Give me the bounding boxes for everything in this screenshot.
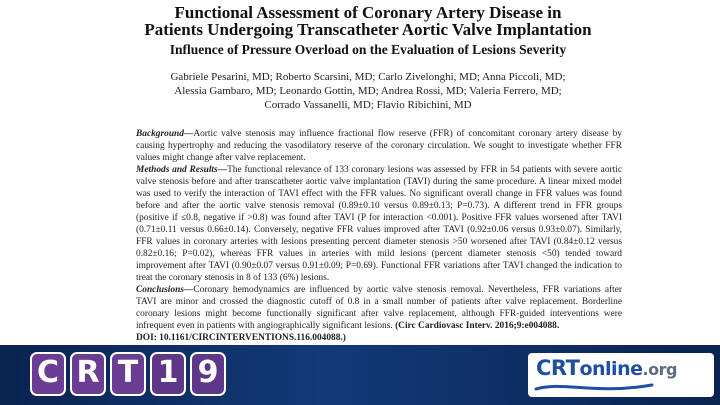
paper-subtitle: Influence of Pressure Overload on the Evaluation of Lesions Severity: [169, 42, 567, 57]
abstract: [136, 128, 622, 344]
author-line: Corrado Vassanelli, MD; Flavio Ribichini, MD: [264, 99, 472, 111]
author-list: [108, 70, 628, 112]
citation: (Circ Cardiovasc Interv. 2016;9:e004088.: [395, 321, 560, 331]
crt-logo-letter: R: [70, 352, 106, 396]
doi: DOI: 10.1161/CIRCINTERVENTIONS.116.004088.): [136, 333, 346, 343]
crtonline-suffix: online: [579, 358, 643, 380]
crtonline-brand: CRT: [536, 356, 580, 380]
crtonline-tld: .org: [642, 360, 677, 379]
author-line: Alessia Gambaro, MD; Leonardo Gottin, MD; Andrea Rossi, MD; Valeria Ferrero, MD;: [174, 85, 562, 97]
abstract-conclusions: [136, 284, 622, 344]
paper-title-line-1: Functional Assessment of Coronary Artery Disease in: [174, 3, 562, 22]
crt-logo-letter: C: [30, 352, 66, 396]
crtonline-logo: [528, 353, 714, 397]
author-line: Gabriele Pesarini, MD; Roberto Scarsini, MD; Carlo Zivelonghi, MD; Anna Piccoli, MD;: [170, 71, 566, 83]
crtonline-wordmark: [536, 356, 677, 380]
abstract-methods: [136, 164, 622, 284]
background-heading: Background—: [136, 129, 194, 139]
background-text: Aortic valve stenosis may influence fractional flow reserve (FFR) of concomitant coronary artery disease by causing hypertrophy and reducing the vasodilatory reserve of the coronary circulation. We sought to investigate whether FFR values might change after valve replacement.: [136, 129, 622, 163]
paper-title-line-2: Patients Undergoing Transcatheter Aortic Valve Implantation: [144, 20, 592, 39]
conclusions-text: Coronary hemodynamics are influenced by aortic valve stenosis removal. Nevertheless, FFR variations after TAVI are minor and crossed the diagnostic cutoff of 0.8 in a small number of patients after valve replacement. Borderline coronary lesions might become functionally significant after valve replacement, although FFR-guided interventions were infrequent even in patients with angiographically significant lesions.: [136, 285, 622, 331]
crt-logo-letter: T: [110, 352, 146, 396]
wave-swoosh-icon: [534, 381, 654, 393]
crt-logo-digit: 1: [150, 352, 186, 396]
crt19-logo: [30, 352, 226, 398]
crt-logo-digit: 9: [190, 352, 226, 396]
methods-text: The functional relevance of 133 coronary lesions was assessed by FFR in 54 patients with severe aortic valve stenosis before and after transcatheter aortic valve implantation (TAVI) during the same procedure. A linear mixed model was used to verify the interaction of TAVI effect with the FFR values. No significant overall change in FFR values was found before and after the aortic valve stenosis removal (0.89±0.10 versus 0.89±0.13; P=0.73). A different trend in FFR groups (positive if ≤0.8, negative if >0.8) was found after TAVI (P for interaction <0.001). Positive FFR values worsened after TAVI (0.71±0.11 versus 0.66±0.14). Conversely, negative FFR values improved after TAVI (0.92±0.06 versus 0.93±0.07). Similarly, FFR values in coronary arteries with lesions presenting percent diameter stenosis >50 worsened after TAVI (0.84±0.12 versus 0.82±0.16; P=0.02), whereas FFR values in arteries with mild lesions (percent diameter stenosis <50) tended toward improvement after TAVI (0.90±0.07 versus 0.91±0.09; P=0.69). Functional FFR variations after TAVI changed the indication to treat the coronary stenosis in 8 of 133 (6%) lesions.: [136, 165, 623, 283]
methods-heading: Methods and Results—: [136, 165, 228, 175]
paper-abstract-page: [108, 0, 628, 345]
abstract-background: [136, 128, 622, 164]
conclusions-heading: Conclusions—: [136, 285, 194, 295]
